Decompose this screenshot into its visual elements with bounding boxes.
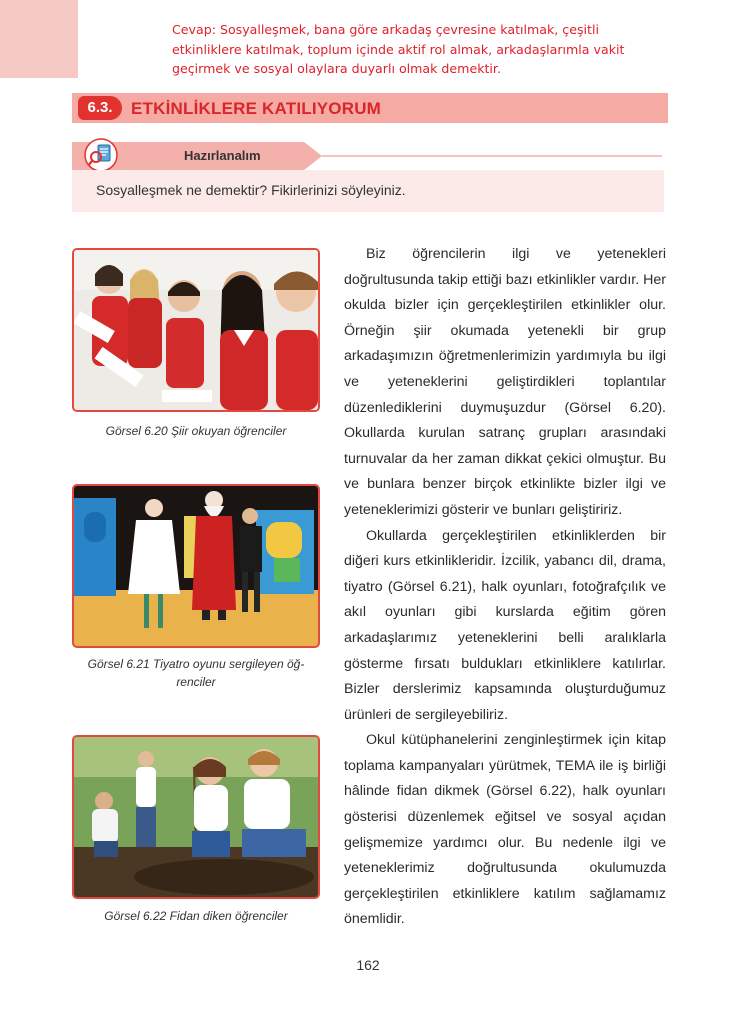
prep-label: Hazırlanalım (184, 148, 261, 163)
checklist-magnifier-icon (84, 138, 118, 172)
section-number: 6.3. (78, 96, 122, 120)
section-title: ETKİNLİKLERE KATILIYORUM (131, 99, 382, 118)
caption-figure-6-20: Görsel 6.20 Şiir okuyan öğrenciler (105, 424, 287, 438)
page-number: 162 (356, 957, 380, 973)
prep-banner-arrow (304, 142, 322, 170)
prep-divider (322, 155, 662, 157)
corner-decoration (0, 0, 78, 78)
paragraph-1: Biz öğrencilerin ilgi ve yetenekleri doğrultusunda takip ettiği bazı etkinlikler vardır. Her okulda bizler için gerçekleştirilen etkinlikler olur. Örneğin şiir okumada yetenekli bir grup arkadaşımızın öğretmenlerimizin yardımıyla bu ilgi ve yeteneklerini geliştirdikleri toplantılar düzenlediklerini duymuşuzdur (Görsel 6.20). Okullarda kurulan satranç grupları arasındaki turnuvalar da her zaman dikkat çekici olmuştur. Bu ve bunlara benzer birçok etkinlikte bizler ilgi ve yeteneklerimizi gösterir ve bunları geliştiririz. (344, 246, 666, 518)
caption-figure-6-22: Görsel 6.22 Fidan diken öğrenciler (104, 909, 288, 923)
body-text (344, 242, 666, 933)
paragraph-2: Okullarda gerçekleştirilen etkinliklerden bir diğeri kurs etkinlikleridir. İzcilik, yabancı dil, drama, tiyatro (Görsel 6.21), halk oyunları, fotoğrafçılık ve akıl oyunları gibi kurslarda eğitim gören arkadaşlarımız yeteneklerini belli aralıklarla gösterme fırsatı buldukları etkinliklere katılırlar. Bizler derslerimiz kapsamında oluşturduğumuz ürünleri de sergileyebiliriz. (344, 527, 666, 723)
caption-figure-6-21: Görsel 6.21 Tiyatro oyunu sergileyen öğ-renciler (87, 657, 305, 689)
answer-text: Cevap: Sosyalleşmek, bana göre arkadaş çevresine katılmak, çeşitli etkinliklere katılmak, toplum içinde aktif rol almak, arkadaşlarımla vakit geçirmek ve sosyal olaylara duyarlı olmak demektir. (172, 22, 625, 76)
paragraph-3: Okul kütüphanelerini zenginleştirmek için kitap toplama kampanyaları yürütmek, TEMA ile iş birliği hâlinde fidan dikmek (Görsel 6.22), halk oyunları gösterisi düzenlemek eğitsel ve sosyal açıdan gelişmemize yardımcı olur. Bu nedenle ilgi ve yeteneklerimiz doğrultusunda okulumuzda gerçekleştirilen etkinliklere katılım sağlamamız önemlidir. (344, 732, 666, 928)
photo-tree-planting (72, 735, 320, 899)
prep-question: Sosyalleşmek ne demektir? Fikirlerinizi söyleyiniz. (96, 182, 406, 198)
photo-theater-students (72, 484, 320, 648)
photo-poetry-students (72, 248, 320, 412)
